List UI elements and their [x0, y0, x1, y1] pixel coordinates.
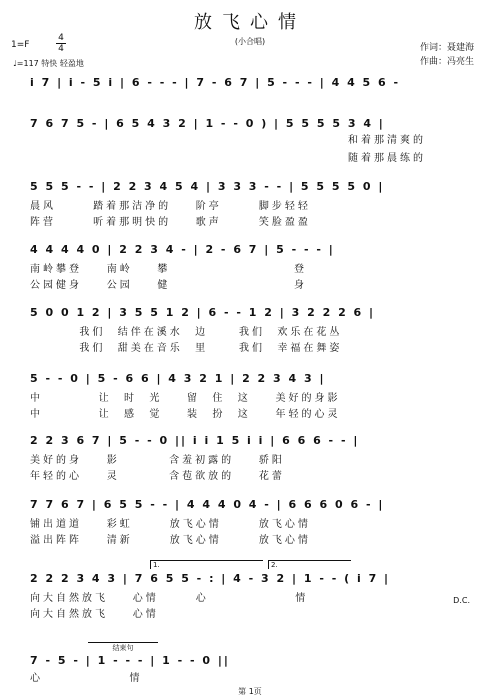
- lyric-line-1: 南岭攀登 南岭 攀 登: [30, 264, 308, 275]
- lyric-line-2: 我们 甜美在音乐 里 我们 幸福在舞姿: [30, 343, 343, 354]
- notation-line: 7 7 6 7 | 6 5 5 - - | 4 4 4 0 4 - | 6 6 6 0 6 - |: [30, 498, 385, 511]
- lyric-line-2: 随着那晨练的: [348, 153, 426, 164]
- time-signature-top: 4: [58, 33, 64, 43]
- notation-line: 5 5 5 - - | 2 2 3 4 5 4 | 3 3 3 - - | 5 5 5 5 0 |: [30, 180, 385, 193]
- lyric-line-2: 向大自然放飞 心情: [30, 609, 159, 620]
- staff-row: [30, 243, 470, 291]
- tempo-marking: ♩=117 特快 轻盈地: [13, 59, 84, 68]
- notation-line: 4 4 4 4 0 | 2 2 3 4 - | 2 - 6 7 | 5 - - - |: [30, 243, 335, 256]
- lyric-line-2: 公园健身 公园 健 身: [30, 280, 308, 291]
- staff-row: [30, 180, 470, 228]
- key-signature: 1=F: [11, 40, 30, 50]
- song-title: 放飞心情: [194, 12, 306, 33]
- dc-marking: D.C.: [453, 596, 470, 605]
- staff-row: [30, 498, 470, 546]
- notation-line: 2 2 2 3 4 3 | 7 6 5 5 - : | 4 - 3 2 | 1 - - ( i 7 |: [30, 572, 391, 585]
- composer-credit: 作曲：冯亮生: [419, 57, 474, 67]
- lyric-line-2: 阵营 听着那明快的 歌声 笑脸盈盈: [30, 217, 311, 228]
- lyric-line-1: 和着那清爽的: [348, 135, 426, 146]
- notation-line: 2 2 3 6 7 | 5 - - 0 || i i 1 5 i i | 6 6 6 - - |: [30, 434, 360, 447]
- lyric-line-1: 美好的身 影 含羞初露的 骄阳: [30, 455, 285, 466]
- lyric-line-1: 铺出道道 彩虹 放飞心情 放飞心情: [30, 519, 311, 530]
- staff-row: [30, 654, 470, 684]
- lyric-line-2: 中 让 感 觉 装 扮 这 年轻的心灵: [30, 409, 341, 420]
- staff-row: [30, 306, 470, 354]
- volta-2: 2.: [268, 560, 351, 569]
- staff-row: [30, 76, 470, 92]
- staff-row: [30, 117, 470, 164]
- notation-line: i 7 | i - 5 i | 6 - - - | 7 - 6 7 | 5 - - - | 4 4 5 6 -: [30, 76, 401, 89]
- lyricist-credit: 作词：聂建海: [419, 43, 474, 53]
- notation-line: 5 - - 0 | 5 - 6 6 | 4 3 2 1 | 2 2 3 4 3 |: [30, 372, 326, 385]
- staff-row: [30, 434, 470, 482]
- page-number: 第 1页: [238, 687, 262, 696]
- ending-label: 结束句: [88, 642, 158, 653]
- lyric-line-1: 我们 结伴在溪水 边 我们 欢乐在花丛: [30, 327, 343, 338]
- lyric-line-1: 向大自然放飞 心情 心 情: [30, 593, 309, 604]
- time-signature: [56, 33, 66, 54]
- lyric-line-2: 年轻的心 灵 含苞欲放的 花蕾: [30, 471, 285, 482]
- notation-line: 7 - 5 - | 1 - - - | 1 - - 0 ||: [30, 654, 230, 667]
- time-signature-bottom: 4: [58, 44, 64, 54]
- lyric-line-1: 心 情: [30, 673, 143, 684]
- volta-1: 1.: [150, 560, 263, 569]
- lyric-line-2: 溢出阵阵 清新 放飞心情 放飞心情: [30, 535, 311, 546]
- lyric-line-1: 中 让 时 光 留 住 这 美好的身影: [30, 393, 341, 404]
- song-subtitle: (小合唱): [234, 37, 266, 46]
- notation-line: 7 6 7 5 - | 6 5 4 3 2 | 1 - - 0 ) | 5 5 5 5 3 4 |: [30, 117, 385, 130]
- staff-row: [30, 372, 470, 420]
- lyric-line-1: 晨风 踏着那洁净的 阶亭 脚步轻轻: [30, 201, 311, 212]
- notation-line: 5 0 0 1 2 | 3 5 5 1 2 | 6 - - 1 2 | 3 2 2 2 6 |: [30, 306, 376, 319]
